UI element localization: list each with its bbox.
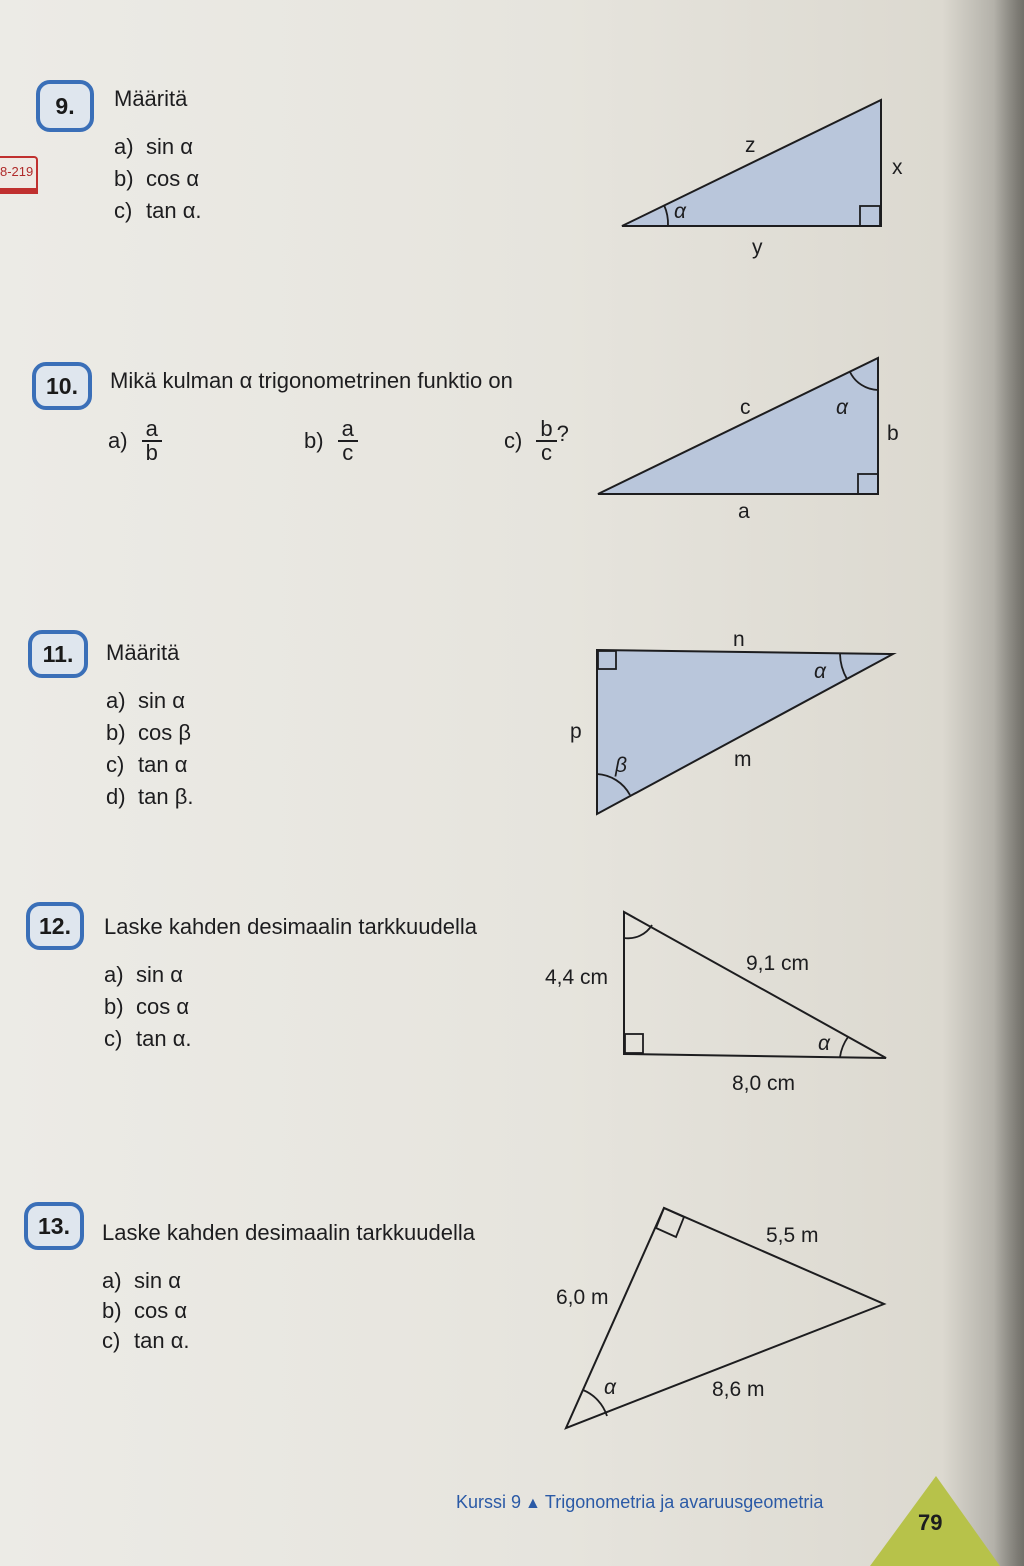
- figure-10-label-vertical: b: [887, 422, 899, 445]
- figure-12-label-base: 8,0 cm: [732, 1072, 796, 1095]
- exercise-12-item-b: b) cos α: [104, 994, 190, 1019]
- exercise-13-item-b: b) cos α: [102, 1298, 188, 1323]
- exercise-11-item-b: b) cos β: [106, 720, 192, 745]
- figure-10-label-base: a: [738, 500, 750, 523]
- exercise-13-number: 13.: [24, 1202, 84, 1250]
- figure-11-triangle: [570, 628, 893, 814]
- side-reference-label: 8-219: [0, 164, 34, 179]
- figure-12-label-vertical: 4,4 cm: [545, 966, 609, 989]
- exercise-9-item-a: a) sin α: [114, 134, 193, 159]
- exercise-10-item-b: b) a c: [304, 418, 358, 464]
- figure-13-label-left: 6,0 m: [556, 1286, 609, 1309]
- exercise-10-prompt: Mikä kulman α trigonometrinen funktio on: [110, 368, 513, 393]
- figure-9-label-vertical: x: [892, 156, 903, 179]
- exercise-11-item-c: c) tan α: [106, 752, 188, 777]
- figure-9-label-hyp: z: [745, 134, 756, 157]
- exercise-13-item-a: a) sin α: [102, 1268, 181, 1293]
- figure-9-label-angle: α: [674, 200, 686, 223]
- exercise-12-number: 12.: [26, 902, 84, 950]
- figure-11-label-hyp: m: [734, 748, 752, 771]
- figure-11-label-alpha: α: [814, 660, 826, 683]
- exercise-13-item-c: c) tan α.: [102, 1328, 190, 1353]
- exercise-12-prompt: Laske kahden desimaalin tarkkuudella: [104, 914, 478, 939]
- triangle-icon: ▲: [525, 1495, 541, 1512]
- figure-11-label-left: p: [570, 720, 582, 743]
- exercise-9-number: 9.: [36, 80, 94, 132]
- exercise-10-item-a: a) a b: [108, 418, 162, 464]
- figure-12-label-angle: α: [818, 1032, 830, 1055]
- exercise-10-item-c: c) b c ?: [504, 416, 569, 465]
- figure-10-label-hyp: c: [740, 396, 751, 419]
- figure-13-label-angle: α: [604, 1376, 616, 1399]
- exercise-9-prompt: Määritä: [114, 86, 188, 111]
- figure-10-label-angle: α: [836, 396, 848, 419]
- figure-12-triangle: [545, 912, 886, 1095]
- figure-13-triangle: [556, 1208, 884, 1428]
- figure-12-label-hyp: 9,1 cm: [746, 952, 810, 975]
- exercise-11-number: 11.: [28, 630, 88, 678]
- exercise-11-item-a: a) sin α: [106, 688, 185, 713]
- exercise-12-item-a: a) sin α: [104, 962, 183, 987]
- footer-course: Kurssi 9: [456, 1492, 522, 1512]
- figure-13-label-right: 5,5 m: [766, 1224, 819, 1247]
- exercise-11-prompt: Määritä: [106, 640, 180, 665]
- figure-9-triangle: [622, 100, 903, 259]
- figure-10-triangle: [598, 358, 899, 523]
- exercise-10-number: 10.: [32, 362, 92, 410]
- exercise-9-item-b: b) cos α: [114, 166, 200, 191]
- page-footer: [456, 1492, 823, 1513]
- exercise-12-item-c: c) tan α.: [104, 1026, 192, 1051]
- figure-9-label-base: y: [752, 236, 763, 259]
- figure-11-label-beta: β: [615, 754, 627, 777]
- figure-11-label-top: n: [733, 628, 745, 651]
- exercise-11-item-d: d) tan β.: [106, 784, 194, 809]
- exercise-9-item-c: c) tan α.: [114, 198, 202, 223]
- figure-13-label-hyp: 8,6 m: [712, 1378, 765, 1401]
- page-number: 79: [918, 1510, 943, 1535]
- footer-title: Trigonometria ja avaruusgeometria: [544, 1492, 824, 1512]
- exercise-13-prompt: Laske kahden desimaalin tarkkuudella: [102, 1220, 476, 1245]
